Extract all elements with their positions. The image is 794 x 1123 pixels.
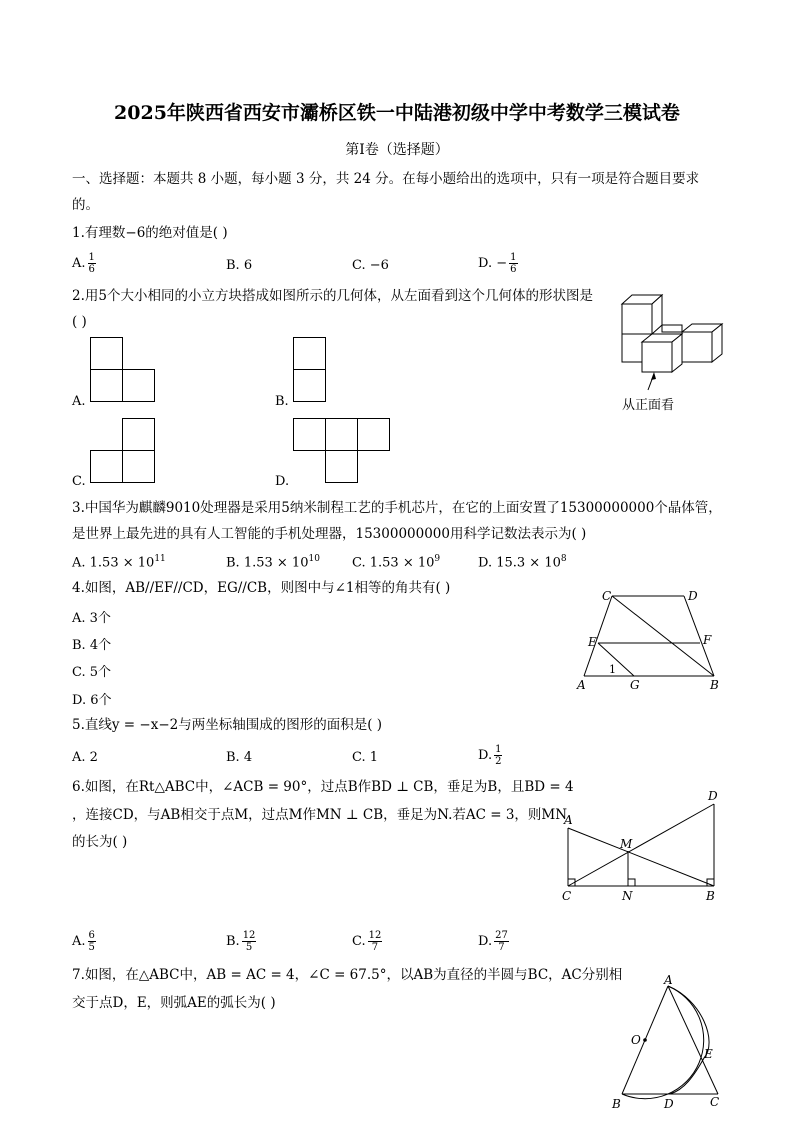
q3-d-base: D. 15.3 × 10 <box>478 555 561 571</box>
q5-option-d <box>478 744 502 767</box>
exam-title: 2025年陕西省西安市灞桥区铁一中陆港初级中学中考数学三模试卷 <box>114 102 680 124</box>
section-instruction: 一、选择题：本题共 8 小题，每小题 3 分，共 24 分。在每小题给出的选项中，只有一项是符合题目要求 <box>72 171 700 187</box>
q5-stem: 5.直线y = −x−2与两坐标轴围成的图形的面积是( ) <box>72 717 383 733</box>
q1-d-fraction <box>509 252 517 275</box>
q2-option-c: C. <box>72 474 86 489</box>
q3-d-exp: 8 <box>560 554 567 564</box>
q6-c-num: 12 <box>368 930 382 941</box>
q4-option-b: B. 4个 <box>72 638 112 653</box>
q4-label-d: D <box>688 589 698 603</box>
q6-option-a <box>72 930 96 953</box>
q5-d-num: 1 <box>495 744 502 755</box>
q7-label-a: A <box>664 973 673 987</box>
q3-b-exp: 10 <box>308 554 320 564</box>
q1-d-den: 6 <box>510 264 517 275</box>
q1-a-den: 6 <box>88 264 95 275</box>
q2-option-b-figure <box>293 337 327 403</box>
q6-c-label: C. <box>352 934 366 949</box>
q2-option-a-figure <box>90 337 156 403</box>
q4-label-a: A <box>577 678 586 692</box>
q6-label-b: B <box>706 889 715 903</box>
q2-option-a: A. <box>72 394 86 409</box>
q4-label-f: F <box>703 633 712 647</box>
q4-label-e: E <box>588 635 597 649</box>
q6-option-b <box>226 930 256 953</box>
q1-a-num: 1 <box>88 252 95 263</box>
q7-label-o: O <box>631 1033 641 1047</box>
q3-c-exp: 9 <box>434 554 441 564</box>
q1-a-fraction <box>88 252 96 275</box>
q6-figure <box>560 790 724 906</box>
q5-d-fraction <box>494 744 502 767</box>
q7-label-c: C <box>710 1095 720 1109</box>
q6-label-n: N <box>622 889 633 903</box>
q7-figure <box>606 972 730 1112</box>
q5-option-a: A. 2 <box>72 750 98 765</box>
q3-option-b <box>226 554 320 570</box>
q6-b-num: 12 <box>242 930 256 941</box>
q6-label-d: D <box>708 789 718 803</box>
q4-option-c: C. 5个 <box>72 665 112 680</box>
q4-option-d: D. 6个 <box>72 693 112 708</box>
q5-option-c: C. 1 <box>352 750 379 765</box>
q4-figure <box>574 586 724 692</box>
q3-a-exp: 11 <box>154 554 166 564</box>
q6-d-label: D. <box>478 934 493 949</box>
q6-label-m: M <box>620 837 633 851</box>
q2-stem: 2.用5个大小相同的小立方块搭成如图所示的几何体，从左面看到这个几何体的形状图是 <box>72 288 593 304</box>
q6-c-den: 7 <box>371 942 379 953</box>
section-instruction-cont: 的。 <box>72 197 99 213</box>
q6-label-c: C <box>562 889 572 903</box>
q1-stem: 1.有理数−6的绝对值是( ) <box>72 225 228 241</box>
q3-b-base: B. 1.53 × 10 <box>226 555 309 571</box>
q6-stem-cont: ，连接CD，与AB相交于点M，过点M作MN ⊥ CB，垂足为N.若AC = 3，则MN <box>72 807 568 823</box>
q6-d-num: 27 <box>495 930 508 941</box>
q1-d-label: D. − <box>478 256 508 271</box>
q1-option-b: B. 6 <box>226 258 253 273</box>
q5-option-b: B. 4 <box>226 750 253 765</box>
q6-stem-cont2: 的长为( ) <box>72 834 128 850</box>
q3-option-d <box>478 554 567 570</box>
q6-b-den: 5 <box>245 942 253 953</box>
q7-label-e: E <box>704 1047 713 1061</box>
q6-a-label: A. <box>72 934 86 949</box>
q1-a-label: A. <box>72 256 86 271</box>
q1-d-num: 1 <box>510 252 517 263</box>
q6-d-den: 7 <box>498 942 505 953</box>
q6-d-fraction <box>494 930 509 953</box>
q6-b-fraction <box>242 930 257 953</box>
q6-option-d <box>478 930 509 953</box>
q5-d-label: D. <box>478 748 493 763</box>
q5-d-den: 2 <box>495 756 502 767</box>
q2-option-b: B. <box>275 394 289 409</box>
q6-c-fraction <box>368 930 383 953</box>
q7-label-d: D <box>664 1097 674 1111</box>
q3-stem-cont: 是世界上最先进的具有人工智能的手机处理器，15300000000用科学记数法表示为( ) <box>72 526 587 542</box>
q2-figure-caption: 从正面看 <box>622 398 675 413</box>
q3-option-c <box>352 554 440 570</box>
q1-option-d <box>478 252 518 275</box>
q6-a-fraction <box>88 930 96 953</box>
q1-option-c: C. −6 <box>352 258 389 273</box>
q6-option-c <box>352 930 382 953</box>
q6-a-den: 5 <box>88 942 95 953</box>
q2-option-c-figure <box>90 418 156 484</box>
q6-b-label: B. <box>226 934 240 949</box>
q3-option-a <box>72 554 166 570</box>
q7-stem-cont: 交于点D，E，则弧AE的弧长为( ) <box>72 995 276 1011</box>
q7-stem: 7.如图，在△ABC中，AB = AC = 4，∠C = 67.5°，以AB为直径的半圆与BC，AC分别相 <box>72 967 623 983</box>
q2-option-d: D. <box>275 474 290 489</box>
q7-label-b: B <box>612 1097 621 1111</box>
q4-label-b: B <box>710 678 719 692</box>
q4-label-c: C <box>602 589 612 603</box>
q2-stem-cont: ( ) <box>72 314 87 330</box>
q4-option-a: A. 3个 <box>72 611 111 626</box>
q1-option-a <box>72 252 96 275</box>
q3-c-base: C. 1.53 × 10 <box>352 555 435 571</box>
q4-angle-label: 1 <box>609 663 616 676</box>
part-title: 第I卷（选择题） <box>345 142 449 158</box>
q6-a-num: 6 <box>88 930 95 941</box>
q3-a-base: A. 1.53 × 10 <box>72 555 155 571</box>
q4-label-g: G <box>630 678 640 692</box>
q2-option-d-figure <box>293 418 391 484</box>
q6-stem: 6.如图，在Rt△ABC中，∠ACB = 90°，过点B作BD ⊥ CB，垂足为B，且BD = 4 <box>72 779 574 795</box>
q3-stem: 3.中国华为麒麟9010处理器是采用5纳米制程工艺的手机芯片，在它的上面安置了15300000000个晶体管， <box>72 500 722 516</box>
q4-stem: 4.如图，AB//EF//CD，EG//CB，则图中与∠1相等的角共有( ) <box>72 580 451 596</box>
q6-label-a: A <box>564 813 573 827</box>
